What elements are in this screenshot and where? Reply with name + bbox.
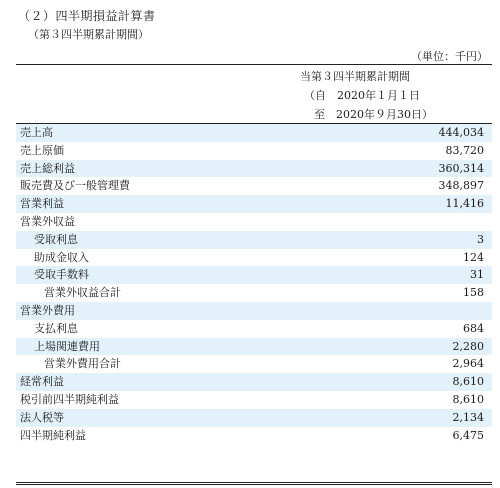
table-row xyxy=(16,231,492,249)
row-value: 31 xyxy=(470,268,484,282)
row-label: 営業外収益合計 xyxy=(44,286,121,300)
row-value: 444,034 xyxy=(438,126,484,139)
table-row xyxy=(16,177,492,195)
row-value: 8,610 xyxy=(452,375,484,389)
table-row xyxy=(16,373,492,391)
row-value: 83,720 xyxy=(445,143,484,157)
row-label: 営業外費用合計 xyxy=(44,357,121,371)
table-row xyxy=(16,195,492,213)
table-bottom-rule xyxy=(16,482,492,483)
row-value: 2,134 xyxy=(452,410,484,424)
table-row xyxy=(16,284,492,302)
period-header xyxy=(300,67,460,124)
row-label: 販売費及び一般管理費 xyxy=(20,179,130,193)
table-row xyxy=(16,355,492,373)
row-value: 684 xyxy=(463,321,484,335)
row-value: 124 xyxy=(463,250,484,264)
row-label: 営業外収益 xyxy=(20,214,75,228)
statement-title: （２）四半期損益計算書 xyxy=(18,9,156,23)
row-label: 営業利益 xyxy=(20,197,64,211)
row-label: 上場関連費用 xyxy=(34,339,100,353)
row-value: 2,280 xyxy=(452,339,484,353)
row-label: 四半期純利益 xyxy=(20,428,86,442)
table-row xyxy=(16,266,492,284)
table-top-rule xyxy=(16,64,492,65)
row-label: 営業外費用 xyxy=(20,303,75,317)
row-value: 360,314 xyxy=(438,161,484,175)
row-value: 8,610 xyxy=(452,392,484,406)
row-label: 支払利息 xyxy=(34,321,78,335)
table-row xyxy=(16,391,492,409)
period-to: 至 2020年９月30日） xyxy=(314,108,433,121)
row-label: 経常利益 xyxy=(20,375,64,389)
statement-subtitle: （第３四半期累計期間） xyxy=(28,28,149,41)
table-row xyxy=(16,142,492,160)
row-label: 売上原価 xyxy=(20,143,64,157)
table-row xyxy=(16,409,492,427)
row-label: 売上高 xyxy=(20,126,53,139)
row-label: 売上総利益 xyxy=(20,161,75,175)
row-value: 11,416 xyxy=(445,197,484,211)
row-value: 3 xyxy=(477,232,484,246)
row-label: 税引前四半期純利益 xyxy=(20,392,119,406)
period-title: 当第３四半期累計期間 xyxy=(300,70,410,83)
income-statement-table xyxy=(16,124,492,444)
table-row xyxy=(16,160,492,178)
table-bottom-double-rule xyxy=(16,484,492,485)
row-value: 158 xyxy=(463,286,484,300)
unit-label: （単位：千円） xyxy=(411,50,488,63)
table-row xyxy=(16,427,492,445)
table-row xyxy=(16,213,492,231)
row-value: 348,897 xyxy=(438,179,484,193)
row-value: 6,475 xyxy=(452,428,484,442)
table-row xyxy=(16,249,492,267)
row-label: 受取手数料 xyxy=(34,268,89,282)
table-row xyxy=(16,338,492,356)
row-label: 助成金収入 xyxy=(34,250,89,264)
row-value: 2,964 xyxy=(452,357,484,371)
table-row xyxy=(16,124,492,142)
row-label: 受取利息 xyxy=(34,232,78,246)
period-from: （自 2020年１月１日 xyxy=(304,89,420,102)
table-row xyxy=(16,320,492,338)
table-row xyxy=(16,302,492,320)
row-label: 法人税等 xyxy=(20,410,64,424)
